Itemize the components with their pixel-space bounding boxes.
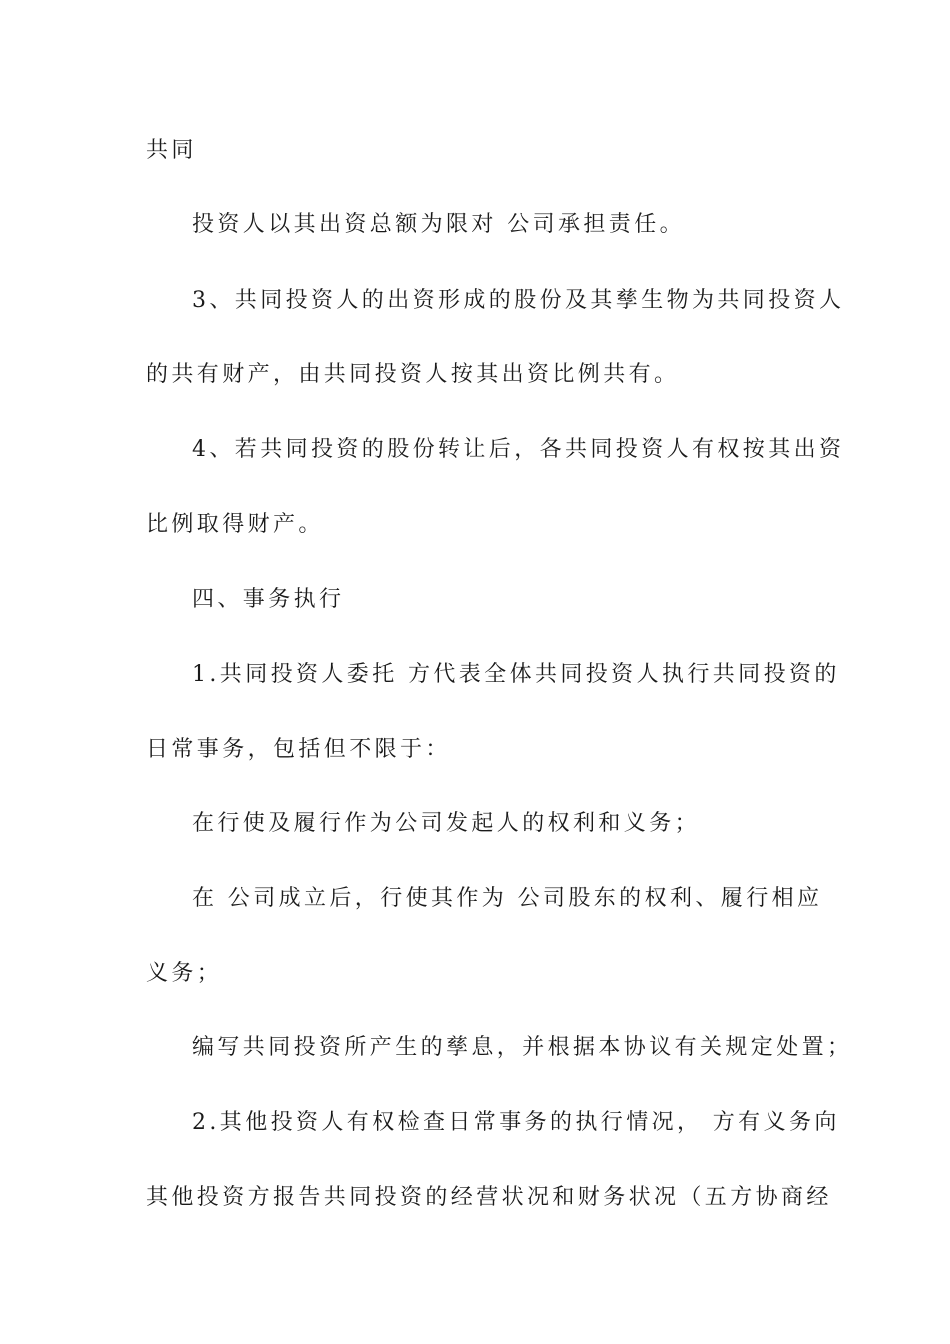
text-line: 4、若共同投资的股份转让后，各共同投资人有权按其出资 — [192, 437, 845, 462]
text-line: 在行使及履行作为公司发起人的权利和义务； — [192, 811, 701, 836]
text-line: 2.其他投资人有权检查日常事务的执行情况， 方有义务向 — [192, 1110, 840, 1135]
text-line: 3、共同投资人的出资形成的股份及其孳生物为共同投资人 — [192, 288, 845, 313]
text-line: 1.共同投资人委托 方代表全体共同投资人执行共同投资的 — [192, 662, 840, 687]
text-line: 编写共同投资所产生的孳息，并根据本协议有关规定处置； — [192, 1035, 853, 1060]
text-line: 日常事务，包括但不限于： — [146, 737, 451, 762]
text-line: 投资人以其出资总额为限对 公司承担责任。 — [192, 212, 685, 237]
text-line: 共同 — [146, 138, 197, 163]
text-line: 在 公司成立后，行使其作为 公司股东的权利、履行相应 — [192, 886, 823, 911]
section-heading: 四、事务执行 — [192, 587, 345, 612]
text-line: 比例取得财产。 — [146, 512, 324, 537]
text-line: 其他投资方报告共同投资的经营状况和财务状况（五方协商经 — [146, 1185, 832, 1210]
text-line: 的共有财产，由共同投资人按其出资比例共有。 — [146, 362, 680, 387]
text-line: 义务； — [146, 961, 223, 986]
